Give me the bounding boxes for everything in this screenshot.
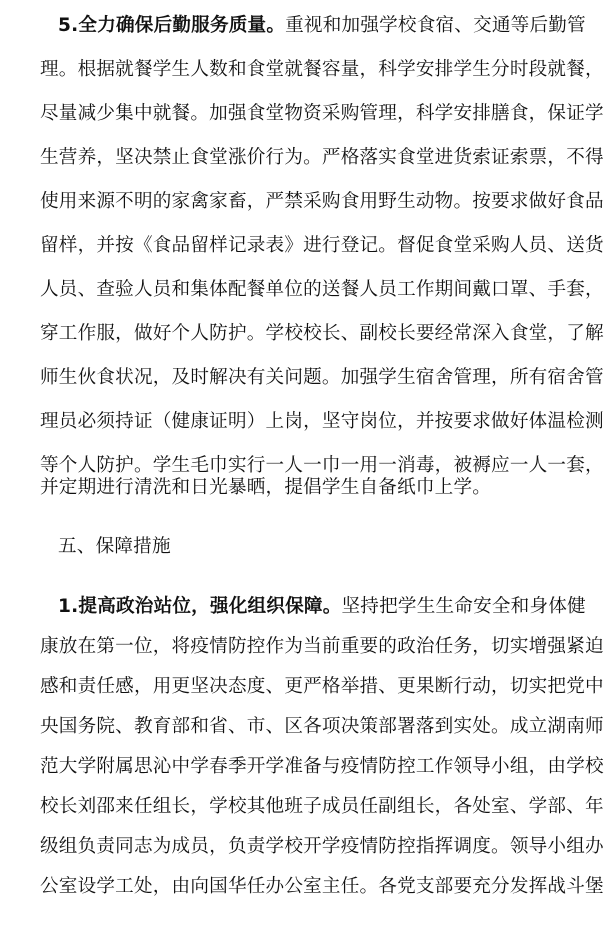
paragraph-line: 感和责任感，用更坚决态度、更严格举措、更果断行动，切实把党中 bbox=[40, 676, 604, 697]
paragraph-line: 理。根据就餐学生人数和食堂就餐容量，科学安排学生分时段就餐， bbox=[40, 59, 604, 80]
paragraph-line: 央国务院、教育部和省、市、区各项决策部署落到实处。成立湖南师 bbox=[40, 716, 604, 737]
paragraph-line: 公室设学工处，由向国华任办公室主任。各党支部要充分发挥战斗堡 bbox=[40, 876, 604, 897]
paragraph-line: 人员、查验人员和集体配餐单位的送餐人员工作期间戴口罩、手套， bbox=[40, 279, 604, 300]
paragraph-line: 等个人防护。学生毛巾实行一人一巾一用一消毒，被褥应一人一套， bbox=[40, 455, 604, 476]
item-1-title: 1.提高政治站位，强化组织保障。 bbox=[58, 596, 342, 617]
paragraph-line: 校长刘邵来任组长，学校其他班子成员任副组长，各处室、学部、年 bbox=[40, 796, 604, 817]
paragraph-line: 穿工作服，做好个人防护。学校校长、副校长要经常深入食堂，了解 bbox=[40, 323, 604, 344]
paragraph-line bbox=[58, 595, 598, 619]
paragraph-line: 使用来源不明的家禽家畜，严禁采购食用野生动物。按要求做好食品 bbox=[40, 191, 604, 212]
paragraph-line: 尽量减少集中就餐。加强食堂物资采购管理，科学安排膳食，保证学 bbox=[40, 103, 604, 124]
item-5-text: 重视和加强学校食宿、交通等后勤管 bbox=[285, 15, 586, 36]
paragraph-line: 康放在第一位，将疫情防控作为当前重要的政治任务，切实增强紧迫 bbox=[40, 636, 604, 657]
paragraph-line: 生营养，坚决禁止食堂涨价行为。严格落实食堂进货索证索票，不得 bbox=[40, 147, 604, 168]
paragraph-line: 理员必须持证（健康证明）上岗，坚守岗位，并按要求做好体温检测 bbox=[40, 411, 604, 432]
section-heading: 五、保障措施 bbox=[58, 536, 171, 557]
paragraph-line: 师生伙食状况，及时解决有关问题。加强学生宿舍管理，所有宿舍管 bbox=[40, 367, 604, 388]
paragraph-line: 并定期进行清洗和日光暴晒，提倡学生自备纸巾上学。 bbox=[40, 477, 492, 498]
item-5-title: 5.全力确保后勤服务质量。 bbox=[58, 15, 286, 36]
paragraph-line: 留样，并按《食品留样记录表》进行登记。督促食堂采购人员、送货 bbox=[40, 235, 604, 256]
paragraph-line: 级组负责同志为成员，负责学校开学疫情防控指挥调度。领导小组办 bbox=[40, 836, 604, 857]
paragraph-line bbox=[58, 14, 598, 38]
paragraph-line: 范大学附属思沁中学春季开学准备与疫情防控工作领导小组，由学校 bbox=[40, 756, 604, 777]
item-1-text: 坚持把学生生命安全和身体健 bbox=[341, 596, 586, 617]
